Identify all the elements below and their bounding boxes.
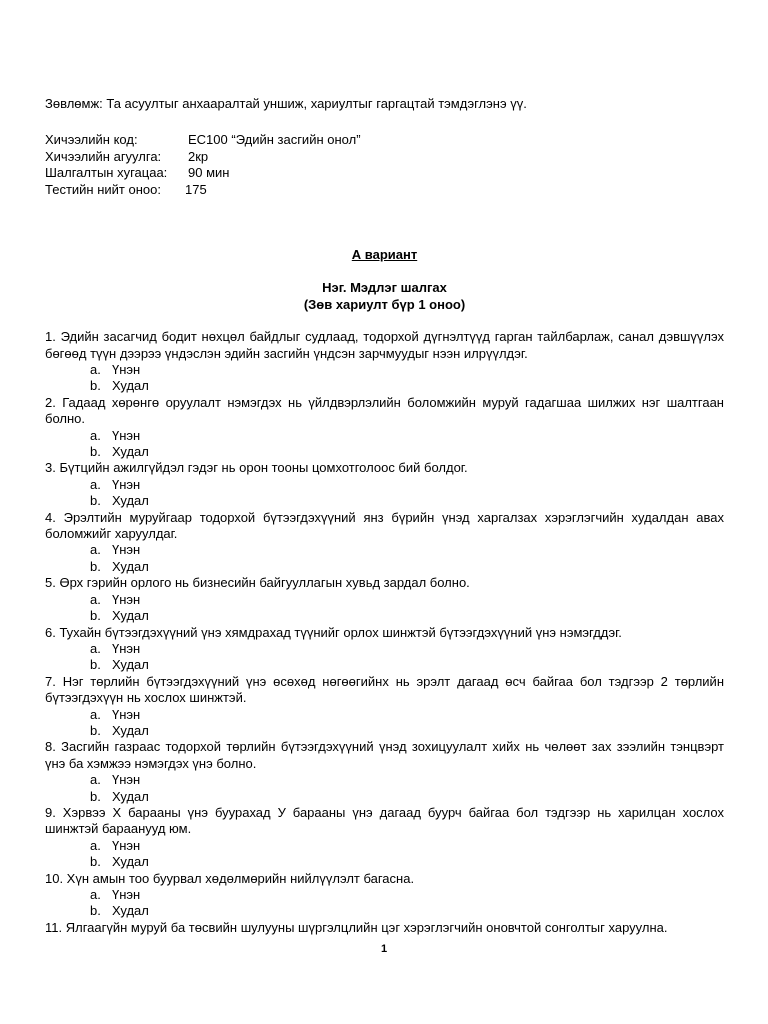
- option-label: Үнэн: [112, 542, 141, 558]
- answer-option: [45, 444, 724, 460]
- document-page: [45, 96, 724, 936]
- option-letter: a.: [90, 887, 101, 902]
- info-label: Тестийн нийт оноо:: [45, 181, 161, 197]
- answer-option: [45, 838, 724, 854]
- answer-option: [45, 854, 724, 870]
- option-letter: b.: [90, 854, 101, 870]
- question-item: [45, 625, 724, 674]
- info-row-course-code: [45, 132, 724, 148]
- answer-option: [45, 559, 724, 575]
- option-label: Үнэн: [112, 362, 141, 377]
- option-label: Худал: [112, 558, 149, 574]
- question-text: 3. Бүтцийн ажилгүйдэл гэдэг нь орон тооны цомхотголоос бий болдог.: [45, 460, 468, 476]
- answer-option: [45, 608, 724, 624]
- option-letter: a.: [90, 706, 101, 722]
- option-label: Үнэн: [112, 706, 141, 722]
- answer-option: [45, 903, 724, 919]
- answer-option: [45, 542, 724, 558]
- question-item: [45, 920, 724, 936]
- option-label: Үнэн: [112, 427, 141, 443]
- answer-option: [45, 723, 724, 739]
- option-letter: b.: [90, 493, 101, 509]
- option-letter: b.: [90, 444, 101, 460]
- option-label: Худал: [112, 722, 149, 738]
- answer-option: [45, 362, 724, 378]
- option-letter: a.: [90, 640, 101, 656]
- answer-option: [45, 887, 724, 903]
- answer-option: [45, 378, 724, 394]
- question-text: 6. Тухайн бүтээгдэхүүний үнэ хямдрахад түүнийг орлох шинжтэй бүтээгдэхүүний үнэ нэмэгддэг.: [45, 624, 622, 640]
- info-value: 2кр: [188, 148, 209, 164]
- option-letter: b.: [90, 788, 101, 804]
- answer-option: [45, 641, 724, 657]
- question-text: 1. Эдийн засагчид бодит нөхцөл байдлыг судлаад, тодорхой дүгнэлтүүд гарган тайлбарлаж, санал дэвшүүлэх бөгөөд түүн дээрээ үндэслэн эдийн засгийн үндсэн зарчмуудыг нээн илрүүлдэг.: [45, 329, 724, 361]
- option-letter: a.: [90, 427, 101, 443]
- question-item: [45, 575, 724, 624]
- page-number: 1: [380, 943, 388, 955]
- info-value: 175: [185, 181, 207, 197]
- info-label: Хичээлийн код:: [45, 132, 138, 148]
- question-item: [45, 395, 724, 461]
- question-text: 7. Нэг төрлийн бүтээгдэхүүний үнэ өсөхөд нөгөөгийнх нь эрэлт дагаад өсч байгаа бол тэдгээр 2 төрлийн бүтээгдэхүүн нь хослох шинжтэй.: [45, 673, 724, 706]
- option-label: Үнэн: [112, 591, 141, 607]
- info-label: Хичээлийн агуулга:: [45, 148, 162, 164]
- answer-option: [45, 789, 724, 805]
- question-item: [45, 329, 724, 395]
- question-item: [45, 739, 724, 805]
- option-letter: b.: [90, 608, 101, 624]
- option-letter: b.: [90, 657, 101, 673]
- option-label: Үнэн: [112, 772, 141, 788]
- option-label: Худал: [112, 657, 149, 673]
- question-text: 4. Эрэлтийн муруйгаар тодорхой бүтээгдэхүүний янз бүрийн үнэд харгалзах хэрэглэгчийн худалдан авах боломжийг харуулдаг.: [45, 509, 724, 542]
- option-letter: b.: [90, 903, 101, 919]
- option-label: Худал: [112, 444, 149, 460]
- question-item: [45, 805, 724, 871]
- answer-option: [45, 772, 724, 788]
- answer-option: [45, 493, 724, 509]
- option-letter: b.: [90, 722, 101, 738]
- question-text: 2. Гадаад хөрөнгө оруулалт нэмэгдэх нь үйлдвэрлэлийн боломжийн муруй гадагшаа шилжих нэг шалтгаан болно.: [45, 394, 724, 427]
- info-row-total-score: [45, 182, 724, 198]
- answer-option: [45, 592, 724, 608]
- question-item: [45, 674, 724, 740]
- answer-option: [45, 707, 724, 723]
- question-item: [45, 871, 724, 920]
- variant-heading: А вариант: [351, 246, 418, 262]
- option-letter: b.: [90, 378, 101, 394]
- question-text: 8. Засгийн газраас тодорхой төрлийн бүтээгдэхүүний үнэд зохицуулалт хийх нь чөлөөт зах зээлийн тэнцвэрт үнэ ба хэмжээ нэмэгдэх үнэ болно.: [45, 739, 724, 771]
- advice-text: Зөвлөмж: Та асуултыг анхааралтай уншиж, хариултыг гаргацтай тэмдэглэнэ үү.: [45, 96, 527, 111]
- question-item: [45, 460, 724, 509]
- option-label: Худал: [112, 788, 149, 804]
- option-label: Худал: [112, 378, 149, 394]
- option-label: Худал: [112, 608, 149, 624]
- option-letter: a.: [90, 476, 101, 492]
- section-subtitle: (Зөв хариулт бүр 1 оноо): [303, 296, 466, 312]
- question-text: 10. Хүн амын тоо буурвал хөдөлмөрийн нийлүүлэлт багасна.: [45, 870, 415, 886]
- course-info: [45, 132, 724, 198]
- option-letter: a.: [90, 542, 101, 558]
- option-letter: a.: [90, 591, 101, 607]
- question-list: [45, 329, 724, 936]
- question-text: 5. Өрх гэрийн орлого нь бизнесийн байгууллагын хувьд зардал болно.: [45, 575, 470, 591]
- info-value: EC100 “Эдийн засгийн онол”: [188, 132, 361, 148]
- info-label: Шалгалтын хугацаа:: [45, 165, 168, 181]
- info-value: 90 мин: [188, 165, 230, 181]
- option-label: Үнэн: [112, 887, 141, 902]
- option-label: Худал: [112, 903, 149, 919]
- info-row-exam-duration: [45, 165, 724, 181]
- info-row-course-content: [45, 149, 724, 165]
- option-letter: a.: [90, 837, 101, 853]
- answer-option: [45, 428, 724, 444]
- answer-option: [45, 657, 724, 673]
- section-title: Нэг. Мэдлэг шалгах: [322, 280, 447, 296]
- option-label: Үнэн: [112, 640, 141, 656]
- option-letter: a.: [90, 772, 101, 788]
- answer-option: [45, 477, 724, 493]
- option-label: Худал: [112, 854, 149, 870]
- option-label: Худал: [112, 493, 149, 509]
- option-letter: b.: [90, 558, 101, 574]
- option-label: Үнэн: [112, 837, 141, 853]
- option-letter: a.: [90, 362, 101, 377]
- question-text: 11. Ялгаагүйн муруй ба төсвийн шулууны шүргэлцлийн цэг хэрэглэгчийн оновчтой сонголтыг харуулна.: [45, 919, 668, 935]
- option-label: Үнэн: [112, 476, 141, 492]
- question-text: 9. Хэрвээ Х барааны үнэ буурахад У барааны үнэ дагаад буурч байгаа бол тэдгээр нь харилцан хослох шинжтэй бараанууд юм.: [45, 804, 724, 837]
- question-item: [45, 510, 724, 576]
